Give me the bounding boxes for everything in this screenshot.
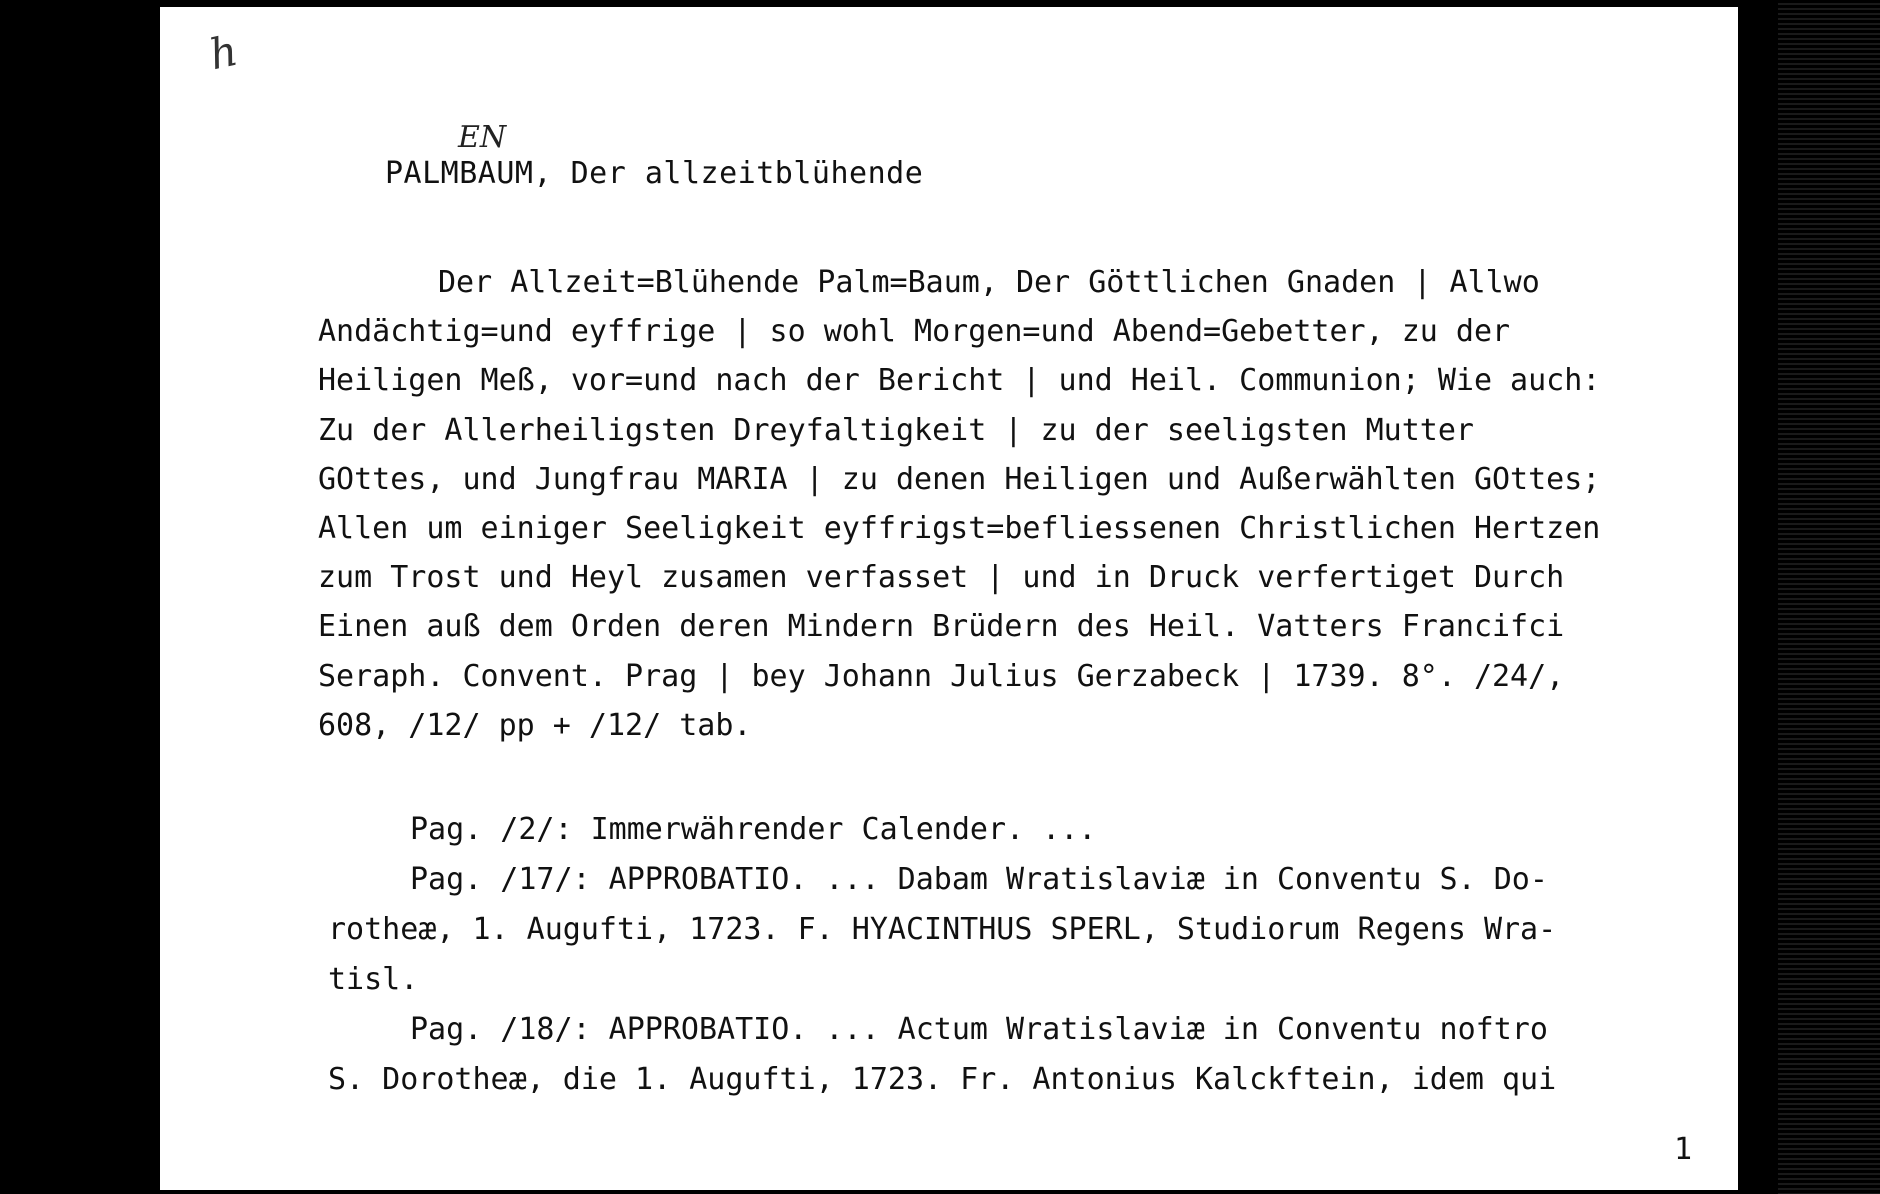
description-line: zum Trost und Heyl zusamen verfasset | und in Druck verfertiget Durch bbox=[318, 560, 1565, 596]
entry-line: tisl. bbox=[328, 962, 419, 997]
description-line: Heiligen Meß, vor=und nach der Bericht | und Heil. Communion; Wie auch: bbox=[318, 363, 1601, 399]
handwritten-margin-mark: h bbox=[205, 25, 242, 80]
description-line: 608, /12/ pp + /12/ tab. bbox=[318, 707, 752, 743]
page-entries bbox=[328, 805, 1708, 1105]
entry-line: Pag. /2/: Immerwährender Calender. ... bbox=[410, 812, 1097, 847]
title-description bbox=[318, 258, 1718, 750]
description-line: GOttes, und Jungfrau MARIA | zu denen Heiligen und Außerwählten GOttes; bbox=[318, 461, 1601, 497]
entry-line: S. Dorotheæ, die 1. Augufti, 1723. Fr. Antonius Kalckftein, idem qui bbox=[328, 1062, 1557, 1097]
description-line: Der Allzeit=Blühende Palm=Baum, Der Göttlichen Gnaden | Allwo bbox=[438, 265, 1540, 300]
heading-correction: EN bbox=[458, 120, 507, 155]
page-number: 1 bbox=[1674, 1132, 1693, 1167]
scan-border bbox=[1778, 0, 1880, 1194]
description-line: Einen auß dem Orden deren Mindern Brüdern des Heil. Vatters Francifci bbox=[318, 609, 1565, 645]
description-line: Andächtig=und eyffrige | so wohl Morgen=und Abend=Gebetter, zu der bbox=[318, 314, 1511, 350]
description-line: Allen um einiger Seeligkeit eyffrigst=befliessenen Christlichen Hertzen bbox=[318, 511, 1601, 547]
entry-line: rotheæ, 1. Augufti, 1723. F. HYACINTHUS SPERL, Studiorum Regens Wra- bbox=[328, 912, 1557, 947]
entry-heading: PALMBAUM, Der allzeitblühende bbox=[385, 156, 924, 191]
description-line: Seraph. Convent. Prag | bey Johann Julius Gerzabeck | 1739. 8°. /24/, bbox=[318, 658, 1565, 694]
entry-line: Pag. /18/: APPROBATIO. ... Actum Wratislaviæ in Conventu noftro bbox=[410, 1012, 1548, 1047]
entry-line: Pag. /17/: APPROBATIO. ... Dabam Wratislaviæ in Conventu S. Do- bbox=[410, 862, 1548, 897]
description-line: Zu der Allerheiligsten Dreyfaltigkeit | zu der seeligsten Mutter bbox=[318, 412, 1474, 448]
